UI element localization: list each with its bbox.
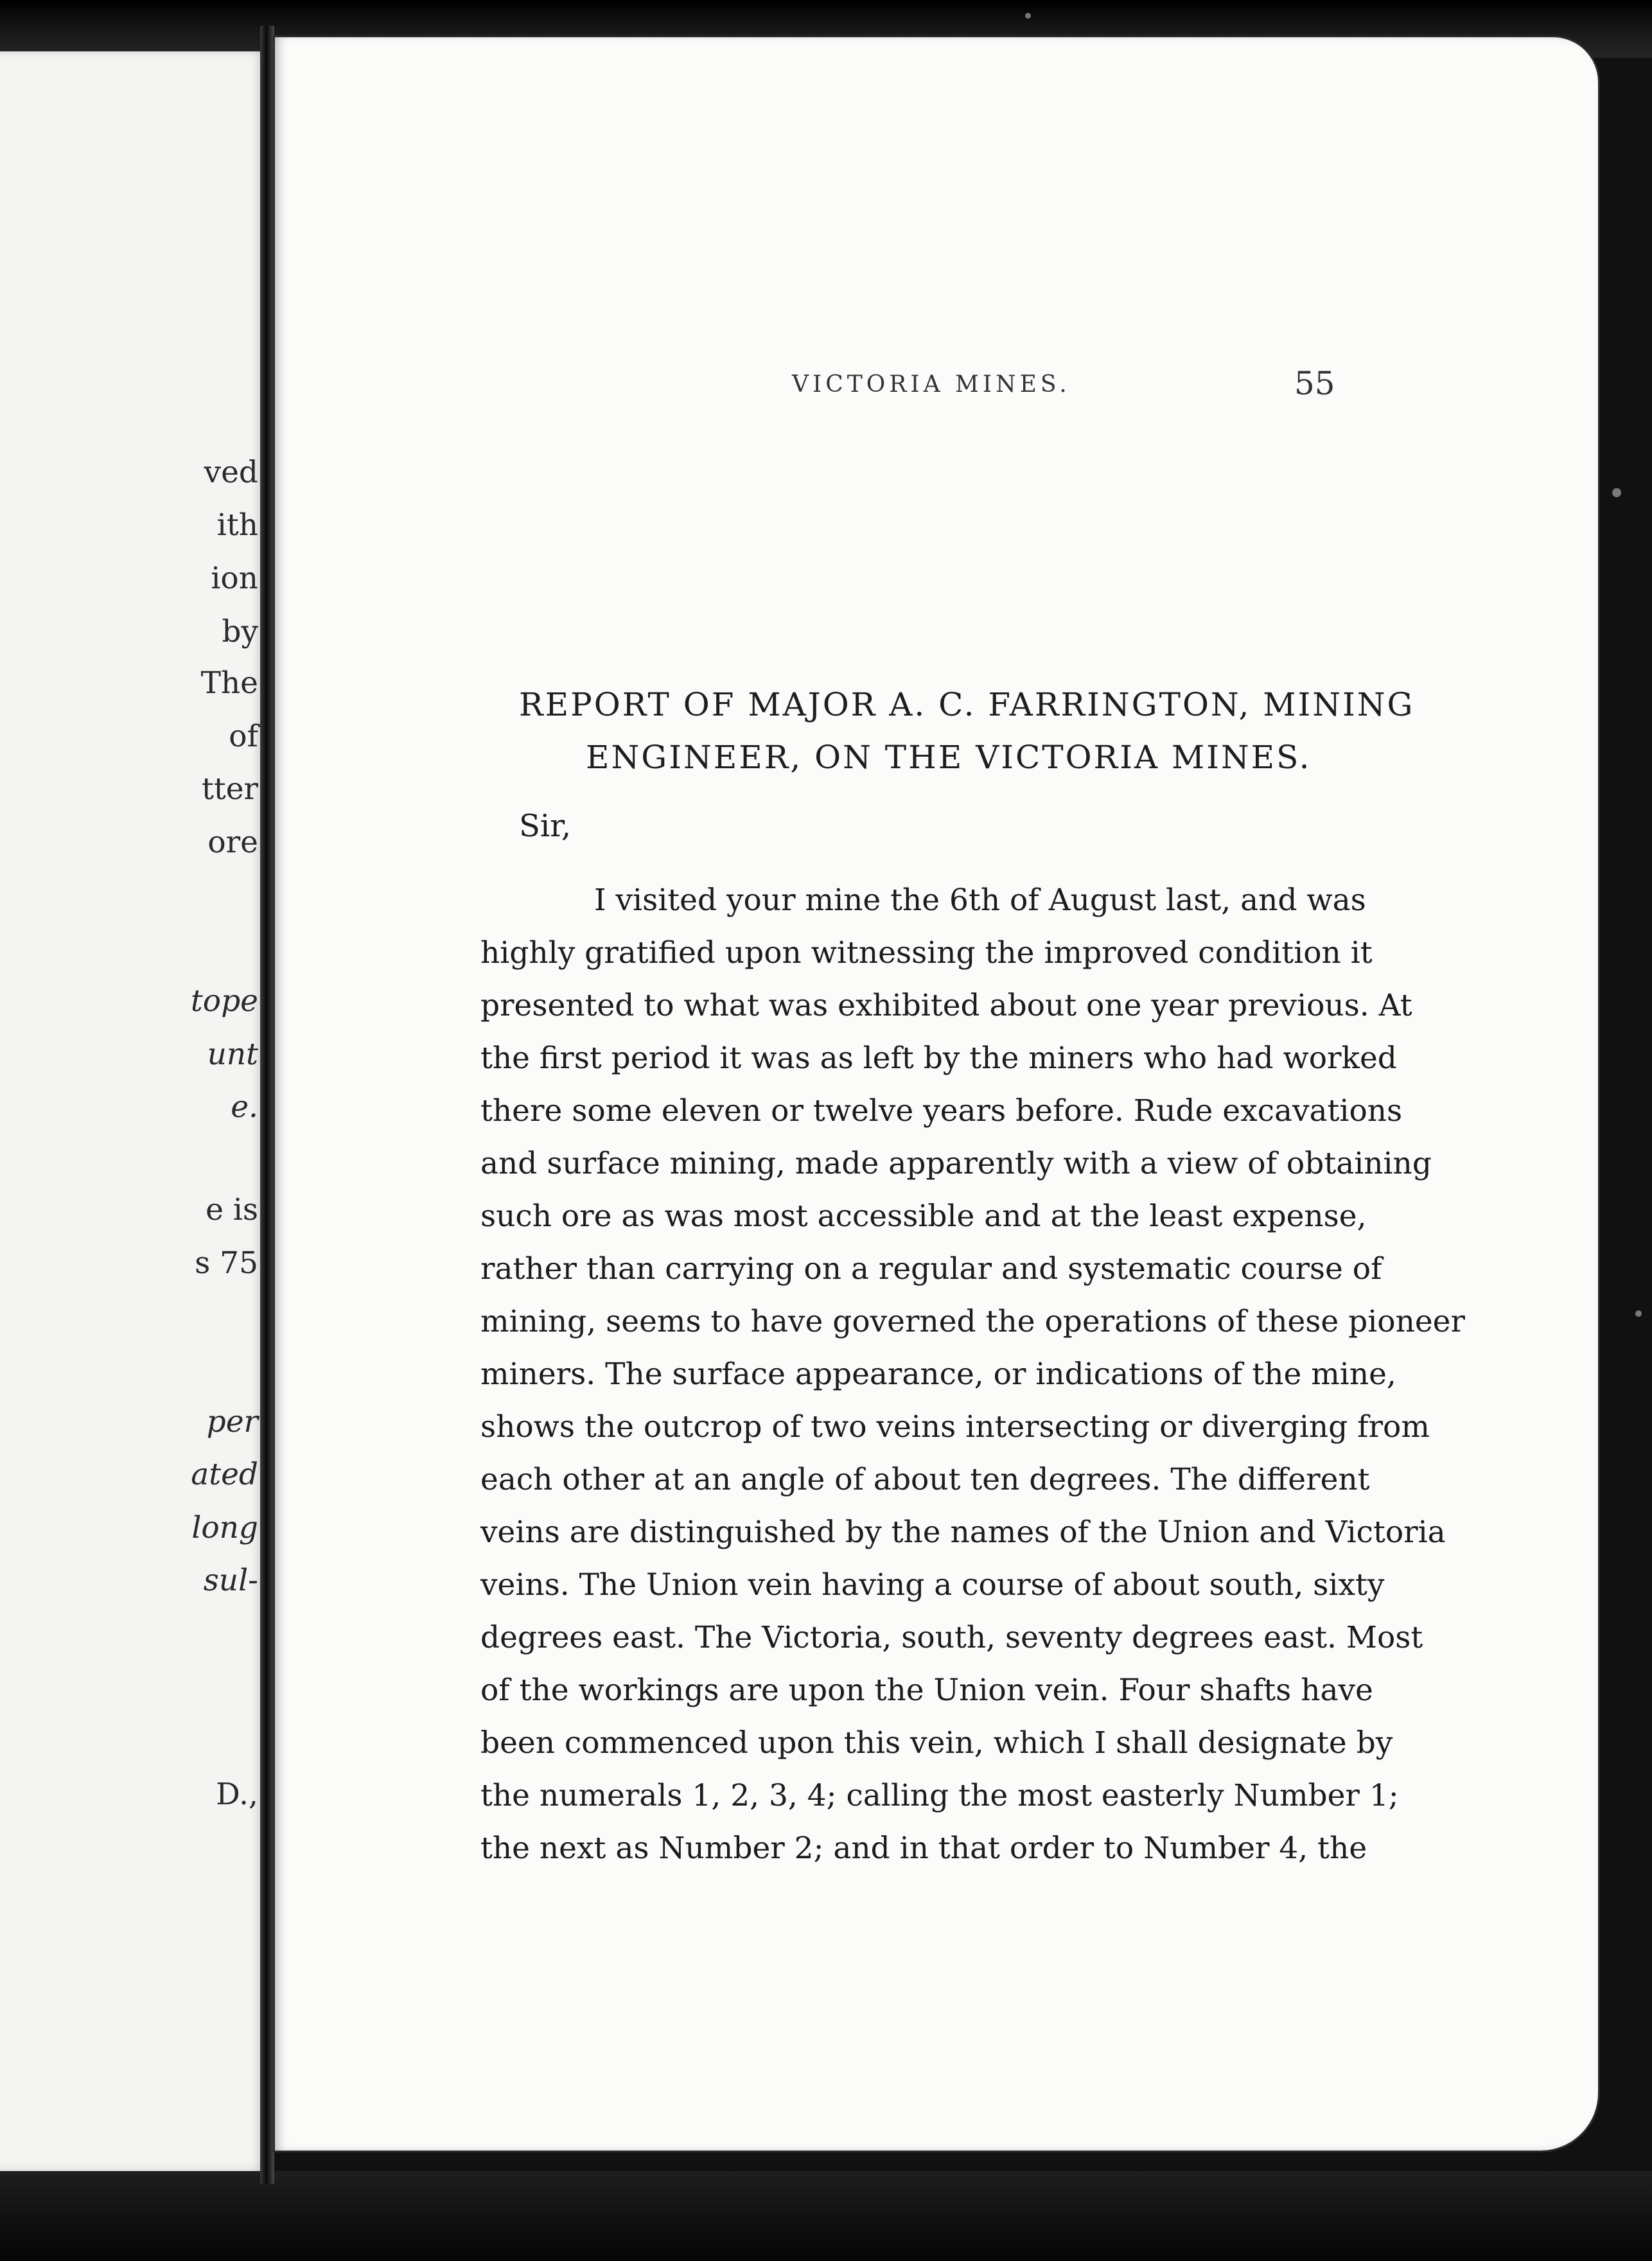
body-text-line: the next as Number 2; and in that order to Number 4, the	[480, 1831, 1367, 1866]
running-head: VICTORIA MINES.	[792, 371, 1071, 398]
body-text-line: veins. The Union vein having a course of about south, sixty	[480, 1567, 1385, 1603]
left-page-fragment: of	[229, 719, 258, 754]
book-spine	[260, 26, 274, 2184]
scan-speck	[1612, 488, 1621, 497]
left-page-fragment: s 75	[195, 1245, 258, 1281]
scan-speck	[1025, 13, 1031, 19]
body-text-line: miners. The surface appearance, or indications of the mine,	[480, 1357, 1396, 1392]
report-title-line-2: ENGINEER, ON THE VICTORIA MINES.	[586, 739, 1312, 776]
body-text-line: highly gratified upon witnessing the improved condition it	[480, 935, 1373, 971]
body-text-line: of the workings are upon the Union vein. Four shafts have	[480, 1673, 1373, 1708]
report-title-line-1: REPORT OF MAJOR A. C. FARRINGTON, MINING	[519, 686, 1415, 723]
left-page-fragment: ith	[216, 507, 258, 543]
left-page-fragment: ore	[207, 825, 258, 860]
body-text-line: each other at an angle of about ten degrees. The different	[480, 1462, 1370, 1497]
body-text-line: the first period it was as left by the miners who had worked	[480, 1041, 1397, 1076]
left-page-fragment: D.,	[216, 1777, 258, 1812]
body-text-line: such ore as was most accessible and at the least expense,	[480, 1199, 1367, 1234]
scan-speck	[1635, 1310, 1642, 1317]
left-page-fragment: per	[206, 1404, 258, 1439]
left-page-fragment: sul-	[203, 1563, 258, 1598]
left-page-fragment: ved	[204, 455, 258, 490]
body-text-line: rather than carrying on a regular and systematic course of	[480, 1251, 1382, 1287]
page-number: 55	[1294, 365, 1335, 402]
left-page-fragment: e is	[206, 1192, 258, 1227]
salutation: Sir,	[519, 808, 572, 844]
left-page-fragment: tter	[201, 771, 258, 807]
body-text-line: shows the outcrop of two veins intersecting or diverging from	[480, 1409, 1430, 1445]
left-page-fragment: unt	[207, 1037, 258, 1072]
body-text-line: been commenced upon this vein, which I shall designate by	[480, 1725, 1393, 1761]
body-text-line: the numerals 1, 2, 3, 4; calling the most easterly Number 1;	[480, 1778, 1399, 1813]
body-text-line: I visited your mine the 6th of August last, and was	[594, 883, 1366, 918]
body-text-line: degrees east. The Victoria, south, seventy degrees east. Most	[480, 1620, 1423, 1655]
left-page-fragment: long	[191, 1510, 258, 1545]
scan-bottom-edge	[0, 2171, 1652, 2261]
body-text-line: mining, seems to have governed the operations of these pioneer	[480, 1304, 1465, 1339]
body-text-line: presented to what was exhibited about one year previous. At	[480, 988, 1412, 1023]
body-text-line: there some eleven or twelve years before. Rude excavations	[480, 1093, 1403, 1129]
body-text-line: and surface mining, made apparently with a view of obtaining	[480, 1146, 1432, 1181]
left-page-fragment: ion	[211, 561, 258, 596]
left-page-fragment: e.	[231, 1089, 258, 1125]
left-page-fragment: tope	[190, 983, 258, 1019]
left-page-fragment: ated	[191, 1457, 258, 1492]
left-facing-page	[0, 51, 270, 2171]
body-text-line: veins are distinguished by the names of the Union and Victoria	[480, 1515, 1446, 1550]
left-page-fragment: The	[200, 665, 258, 701]
left-page-fragment: by	[222, 614, 258, 649]
